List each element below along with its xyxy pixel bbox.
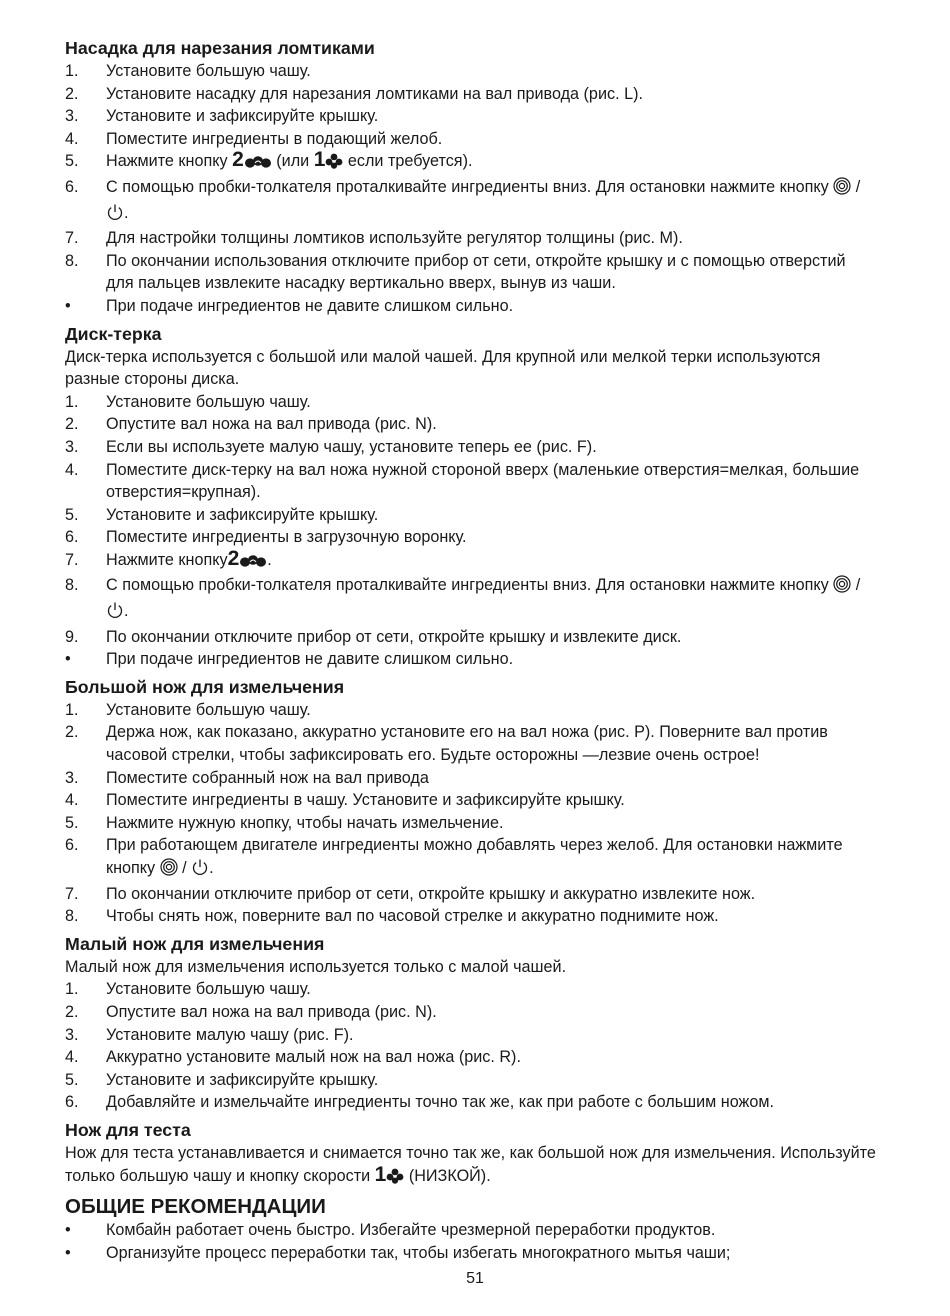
list-item [65,413,877,436]
list-marker: 9. [65,627,79,646]
instruction-list [65,60,877,318]
list-item [65,391,877,414]
list-item [65,648,877,671]
text-run: Поместите ингредиенты в подающий желоб. [106,129,443,148]
list-item [65,978,877,1001]
section-title: Насадка для нарезания ломтиками [65,38,375,58]
list-item [65,789,877,812]
list-marker: 3. [65,107,79,126]
list-item [65,1091,877,1114]
text-run: При подаче ингредиентов не давите слишком сильно. [106,296,514,315]
list-marker: 4. [65,1048,79,1067]
instruction-list [65,699,877,928]
list-marker: 8. [65,907,79,926]
list-marker: 1. [65,392,79,411]
text-run: Установите и зафиксируйте крышку. [106,505,379,524]
list-marker: 5. [65,505,79,524]
speed-low-icon [386,1168,404,1191]
text-run: Нажмите кнопку [106,550,228,569]
list-marker: 2. [65,723,79,742]
list-item [65,812,877,835]
list-item [65,1219,877,1242]
list-item [65,1069,877,1092]
section [65,1194,877,1264]
text-run: Опустите вал ножа на вал привода (рис. N). [106,415,437,434]
text-run: если требуется). [343,152,473,171]
list-item [65,176,877,227]
text-run: Комбайн работает очень быстро. Избегайте чрезмерной переработки продуктов. [106,1221,716,1240]
list-marker: 4. [65,129,79,148]
list-marker: 6. [65,1093,79,1112]
list-item [65,767,877,790]
section [65,932,877,1114]
section [65,675,877,928]
text-run: Установите и зафиксируйте крышку. [106,1070,379,1089]
list-marker: 7. [65,229,79,248]
list-marker: 3. [65,1025,79,1044]
pulse-icon [833,575,851,600]
list-marker: 1. [65,62,79,80]
list-item [65,574,877,625]
section-intro [65,1142,877,1190]
list-item [65,128,877,151]
speed-high-icon [239,552,267,575]
pulse-icon [160,858,178,883]
speed-number: 2 [227,546,240,570]
text-run: Добавляйте и измельчайте ингредиенты точно так же, как при работе с большим ножом. [106,1093,775,1112]
pulse-icon [833,177,851,202]
text-run: Чтобы снять нож, поверните вал по часовой стрелке и аккуратно поднимите нож. [106,907,719,926]
list-marker: 1. [65,700,79,719]
text-run: . [209,859,214,877]
list-marker: 8. [65,251,79,270]
list-item [65,60,877,83]
section [65,36,877,318]
list-item [65,1001,877,1024]
list-marker: 4. [65,460,79,479]
text-run: Поместите диск-терку на вал ножа нужной стороной вверх (маленькие отверстия=мелкая, большие отверстия=крупная). [106,460,860,502]
text-run: Нажмите нужную кнопку, чтобы начать измельчение. [106,813,504,832]
list-item [65,436,877,459]
text-run: . [124,203,129,222]
list-marker: 2. [65,1002,79,1021]
list-marker: 6. [65,528,79,547]
text-run: Поместите ингредиенты в загрузочную воронку. [106,528,467,547]
text-run: Установите малую чашу (рис. F). [106,1025,354,1044]
list-item [65,699,877,722]
section-title: Большой нож для измельчения [65,676,345,697]
speed-low-icon [325,153,343,176]
list-item [65,883,877,906]
list-item [65,1242,877,1265]
text-run: Если вы используете малую чашу, установите теперь ее (рис. F). [106,437,597,456]
speed-number: 1 [374,1162,387,1186]
text-run: С помощью пробки-толкателя проталкивайте ингредиенты вниз. Для остановки нажмите кнопку [106,177,834,196]
list-marker: 6. [65,836,79,855]
list-item [65,1024,877,1047]
speed-high-icon [244,153,272,176]
list-marker: 6. [65,177,79,196]
list-marker: 2. [65,84,79,103]
list-item [65,834,877,882]
section [65,1118,877,1190]
section-title: Диск-терка [65,323,162,344]
section-intro: Диск-терка используется с большой или малой чашей. Для крупной или мелкой терки используются разные стороны диска. [65,347,821,389]
list-marker: 2. [65,415,79,434]
list-marker: 5. [65,1070,79,1089]
list-marker: 7. [65,550,79,569]
text-run: При работающем двигателе ингредиенты можно добавлять через желоб. Для остановки нажмите кнопку [106,836,843,877]
text-run: Нажмите кнопку [106,152,233,171]
text-run: С помощью пробки-толкателя проталкивайте ингредиенты вниз. Для остановки нажмите кнопку [106,576,834,595]
text-run: Установите и зафиксируйте крышку. [106,107,379,126]
power-icon [191,858,209,883]
list-item [65,105,877,128]
text-run: / [851,576,861,595]
list-item [65,526,877,549]
list-item [65,83,877,106]
text-run: Установите насадку для нарезания ломтиками на вал привода (рис. L). [106,84,643,103]
list-marker: 7. [65,884,79,903]
list-marker: • [65,296,71,315]
instruction-list [65,391,877,671]
list-item [65,626,877,649]
document-page [65,36,877,1268]
page-number: 51 [466,1270,484,1287]
section-title: Нож для теста [65,1119,191,1140]
list-marker: 5. [65,152,79,171]
instruction-list [65,978,877,1114]
text-run: Установите большую чашу. [106,700,311,719]
text-run: Держа нож, как показано, аккуратно установите его на вал ножа (рис. P). Поверните вал против часовой стрелки, чтобы зафиксировать его. Будьте осторожны —лезвие очень острое! [106,723,828,765]
text-run: . [124,602,129,621]
text-run: Нож для теста устанавливается и снимается точно так же, как большой нож для измельчения. Используйте только большую чашу и кнопку скорости [65,1143,876,1185]
list-item [65,546,877,575]
text-run: Поместите ингредиенты в чашу. Установите и зафиксируйте крышку. [106,791,625,810]
list-item [65,504,877,527]
list-item [65,227,877,250]
power-icon [106,601,124,626]
text-run: По окончании отключите прибор от сети, откройте крышку и извлеките диск. [106,627,682,646]
text-run: Организуйте процесс переработки так, чтобы избегать многократного мытья чаши; [106,1243,731,1262]
list-item [65,905,877,928]
text-run: Поместите собранный нож на вал привода [106,768,429,787]
text-run: Установите большую чашу. [106,392,311,411]
text-run: По окончании отключите прибор от сети, откройте крышку и аккуратно извлеките нож. [106,884,756,903]
text-run: Для настройки толщины ломтиков используйте регулятор толщины (рис. M). [106,229,683,248]
list-item [65,295,877,318]
list-marker: 3. [65,437,79,456]
list-item [65,250,877,295]
list-marker: • [65,1221,71,1240]
text-run: (НИЗКОЙ). [404,1166,491,1185]
text-run: Опустите вал ножа на вал привода (рис. N). [106,1002,437,1021]
list-item [65,150,877,176]
section-title: Малый нож для измельчения [65,933,325,954]
text-run: При подаче ингредиентов не давите слишком сильно. [106,650,514,669]
list-marker: 4. [65,791,79,810]
section [65,322,877,671]
text-run: (или [271,152,314,171]
speed-number: 2 [232,148,244,172]
instruction-list [65,1219,877,1264]
list-marker: 8. [65,576,79,595]
list-marker: 3. [65,768,79,787]
section-title: ОБЩИЕ РЕКОМЕНДАЦИИ [65,1195,326,1219]
text-run: / [177,859,192,877]
text-run: Установите большую чашу. [106,980,311,999]
text-run: . [267,550,272,569]
section-intro: Малый нож для измельчения используется только с малой чашей. [65,957,567,976]
list-marker: 1. [65,980,79,999]
list-marker: 5. [65,813,79,832]
text-run: По окончании использования отключите прибор от сети, откройте крышку и с помощью отверстий для пальцев извлеките насадку вертикально вверх, вынув из чаши. [106,251,846,293]
power-icon [106,203,124,228]
list-item [65,459,877,504]
list-item [65,721,877,766]
speed-number: 1 [313,148,326,172]
list-marker: • [65,650,71,669]
list-marker: • [65,1243,71,1262]
text-run: Установите большую чашу. [106,62,311,80]
text-run: Аккуратно установите малый нож на вал ножа (рис. R). [106,1048,521,1067]
list-item [65,1046,877,1069]
text-run: / [851,177,861,196]
